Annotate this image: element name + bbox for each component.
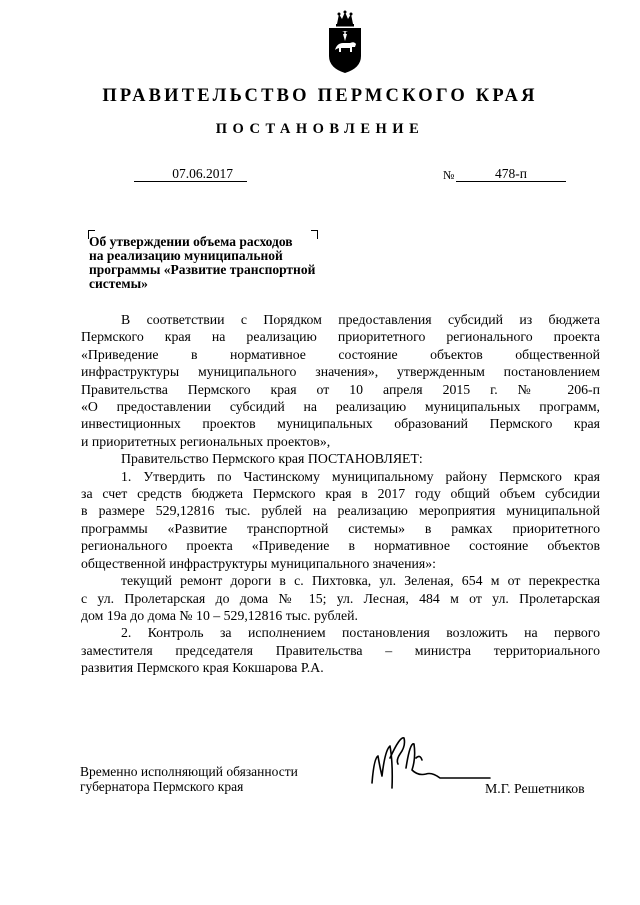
body-line: 1. Утвердить по Частинскому муниципальному району Пермского края <box>121 468 600 484</box>
body-line: с ул. Пролетарская до дома № 15; ул. Лесная, 484 м от ул. Пролетарская <box>81 590 600 606</box>
signer-name: М.Г. Решетников <box>485 781 585 796</box>
body-line: В соответствии с Порядком предоставления субсидий из бюджета <box>121 312 600 327</box>
body-line: «Приведение в нормативное состояние объектов общественной <box>81 346 600 362</box>
body-line: программы «Развитие транспортной системы» в рамках приоритетного <box>81 520 600 536</box>
document-type-title: ПОСТАНОВЛЕНИЕ <box>215 121 425 137</box>
body-line: инфраструктуры муниципального значения», утвержденным постановлением <box>81 364 600 380</box>
coat-of-arms-emblem <box>325 10 365 74</box>
subject-line: Об утверждении объема расходов <box>89 234 293 249</box>
subject-line: на реализацию муниципальной <box>89 248 283 263</box>
handwritten-signature <box>360 728 500 800</box>
subject-line: программы «Развитие транспортной <box>89 262 316 277</box>
document-body <box>81 311 600 677</box>
body-line: Правительство Пермского края ПОСТАНОВЛЯЕТ: <box>121 451 423 467</box>
body-line: 2. Контроль за исполнением постановления возложить на первого <box>121 625 600 641</box>
body-line: за счет средств бюджета Пермского края в 2017 году общий объем субсидии <box>81 486 600 502</box>
body-line: Правительства Пермского края от 10 апреля 2015 г. № 206-п <box>81 381 600 397</box>
signatory-position <box>80 765 298 794</box>
body-line: регионального проекта «Приведение в нормативное состояние объектов <box>81 538 600 554</box>
body-line: общественной инфраструктуры муниципального значения»: <box>81 555 436 571</box>
body-line: в размере 529,12816 тыс. рублей на реализацию мероприятия муниципальной <box>81 503 600 519</box>
subject-line: системы» <box>89 276 148 291</box>
number-sign: № <box>443 168 455 182</box>
document-subject <box>89 235 329 291</box>
document-date: 07.06.2017 <box>134 166 247 182</box>
position-line: губернатора Пермского края <box>80 778 244 794</box>
body-line: развития Пермского края Кокшарова Р.А. <box>81 660 324 676</box>
position-line: Временно исполняющий обязанности <box>80 764 298 779</box>
body-line: Пермского края на реализацию приоритетного регионального проекта <box>81 329 600 345</box>
body-line: дом 19а до дома № 10 – 529,12816 тыс. рублей. <box>81 607 359 623</box>
body-line: и приоритетных региональных проектов», <box>81 433 331 449</box>
document-number: 478-п <box>456 166 566 182</box>
government-title: ПРАВИТЕЛЬСТВО ПЕРМСКОГО КРАЯ <box>102 86 538 106</box>
body-line: «О предоставлении субсидий на реализацию муниципальных программ, <box>81 399 600 415</box>
body-line: инвестиционных проектов муниципальных образований Пермского края <box>81 416 600 432</box>
body-line: текущий ремонт дороги в с. Пихтовка, ул. Зеленая, 654 м от перекрестка <box>121 573 600 589</box>
body-line: заместителя председателя Правительства – министра территориального <box>81 642 600 658</box>
